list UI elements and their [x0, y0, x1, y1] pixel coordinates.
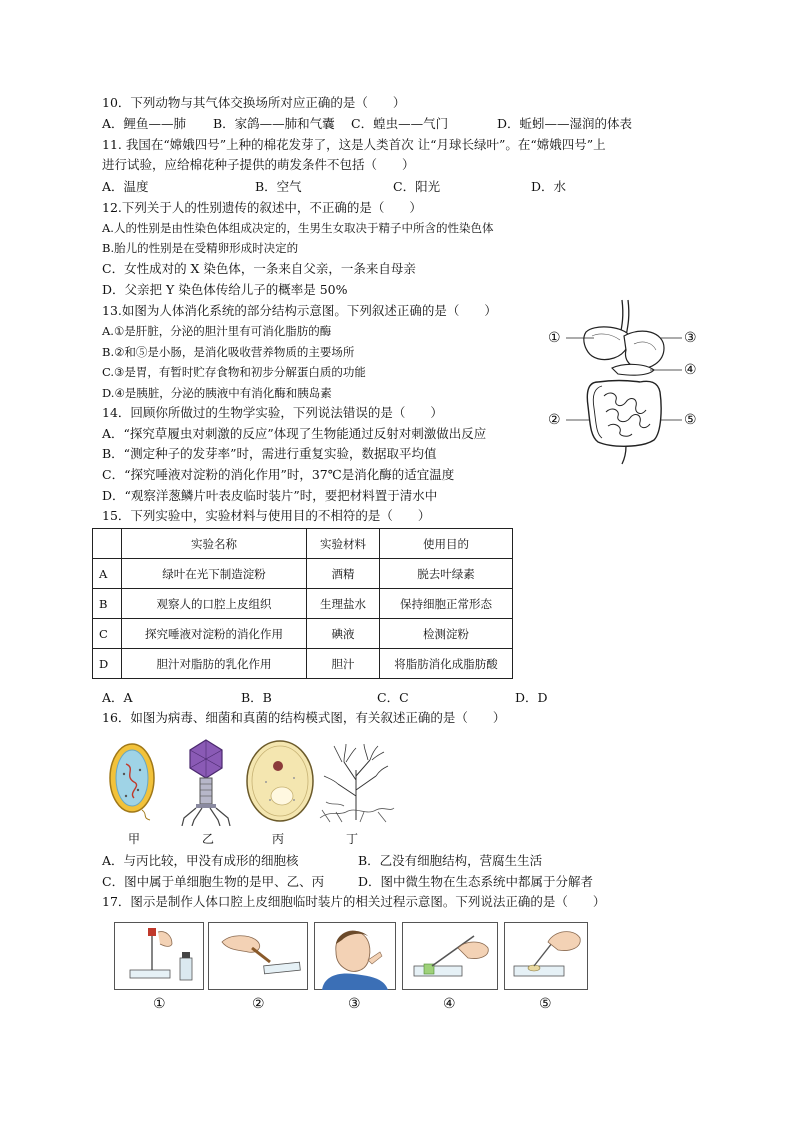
step-label-1: ① — [153, 996, 166, 1012]
q14-option-c: C．“探究唾液对淀粉的消化作用”时，37℃是消化酶的适宜温度 — [102, 467, 455, 482]
step-label-2: ② — [252, 996, 265, 1012]
table-cell: C — [93, 619, 122, 649]
q17-stem: 17．图示是制作人体口腔上皮细胞临时装片的相关过程示意图。下列说法正确的是（ ） — [102, 894, 606, 909]
q12-stem: 12.下列关于人的性别遗传的叙述中，不正确的是（ ） — [102, 200, 422, 215]
table-cell: 观察人的口腔上皮组织 — [122, 589, 307, 619]
q13-option-d: D.④是胰脏，分泌的胰液中有消化酶和胰岛素 — [102, 386, 332, 400]
table-cell: A — [93, 559, 122, 589]
yeast-cell-figure — [244, 738, 316, 824]
table-cell: 酒精 — [307, 559, 380, 589]
table-cell: D — [93, 649, 122, 679]
q14-option-b: B．“测定种子的发芽率”时，需进行重复实验，数据取平均值 — [102, 446, 437, 461]
q16-option-c: C．图中属于单细胞生物的是甲、乙、丙 — [102, 874, 325, 889]
table-row — [93, 559, 513, 589]
table-cell: 胆汁 — [307, 649, 380, 679]
q13-option-c: C.③是胃，有暂时贮存食物和初步分解蛋白质的功能 — [102, 365, 366, 379]
digestive-system-figure — [542, 296, 702, 466]
step-label-4: ④ — [443, 996, 456, 1012]
q15-option-a: A．A — [102, 690, 133, 705]
step-5-figure — [504, 922, 588, 990]
q12-option-c: C．女性成对的 X 染色体，一条来自父亲，一条来自母亲 — [102, 261, 416, 276]
step-1-figure — [114, 922, 204, 990]
digestive-label-3: ③ — [684, 330, 697, 346]
microbe-label-yi: 乙 — [202, 832, 215, 846]
q13-option-a: A.①是肝脏，分泌的胆汁里有可消化脂肪的酶 — [102, 324, 332, 338]
table-cell: 检测淀粉 — [380, 619, 513, 649]
q16-stem: 16．如图为病毒、细菌和真菌的结构模式图，有关叙述正确的是（ ） — [102, 710, 506, 725]
table-cell: 胆汁对脂肪的乳化作用 — [122, 649, 307, 679]
step-label-5: ⑤ — [539, 996, 552, 1012]
q10-stem: 10．下列动物与其气体交换场所对应正确的是（ ） — [102, 95, 406, 110]
digestive-label-1: ① — [548, 330, 561, 346]
q16-option-b: B．乙没有细胞结构，营腐生生活 — [358, 853, 543, 868]
q15-stem: 15．下列实验中，实验材料与使用目的不相符的是（ ） — [102, 508, 431, 523]
q13-option-b: B.②和⑤是小肠，是消化吸收营养物质的主要场所 — [102, 345, 355, 359]
table-header-name: 实验名称 — [122, 529, 307, 559]
q11-option-c: C．阳光 — [393, 179, 441, 194]
digestive-label-2: ② — [548, 412, 561, 428]
q16-option-a: A．与丙比较，甲没有成形的细胞核 — [102, 853, 299, 868]
experiment-table — [92, 528, 513, 679]
bacterium-figure — [102, 740, 162, 822]
q14-stem: 14．回顾你所做过的生物学实验，下列说法错误的是（ ） — [102, 405, 443, 420]
table-cell: 碘液 — [307, 619, 380, 649]
table-header-material: 实验材料 — [307, 529, 380, 559]
table-row — [93, 649, 513, 679]
q14-option-a: A．“探究草履虫对刺激的反应”体现了生物能通过反射对刺激做出反应 — [102, 426, 487, 441]
step-label-3: ③ — [348, 996, 361, 1012]
mold-figure — [316, 740, 396, 824]
table-row — [93, 589, 513, 619]
table-row — [93, 619, 513, 649]
table-cell: 绿叶在光下制造淀粉 — [122, 559, 307, 589]
q15-option-c: C．C — [377, 690, 409, 705]
q12-option-a: A.人的性别是由性染色体组成决定的，生男生女取决于精子中所含的性染色体 — [102, 221, 494, 235]
table-cell: 脱去叶绿素 — [380, 559, 513, 589]
microbe-label-bing: 丙 — [272, 832, 285, 846]
q11-option-d: D．水 — [531, 179, 567, 194]
microbe-label-ding: 丁 — [346, 832, 359, 846]
q11-option-b: B．空气 — [255, 179, 302, 194]
q12-option-b: B.胎儿的性别是在受精卵形成时决定的 — [102, 241, 299, 255]
table-header-purpose: 使用目的 — [380, 529, 513, 559]
q12-option-d: D．父亲把 Y 染色体传给儿子的概率是 50% — [102, 282, 348, 297]
table-cell: 保持细胞正常形态 — [380, 589, 513, 619]
table-cell: 生理盐水 — [307, 589, 380, 619]
q10-option-d: D．蚯蚓——湿润的体表 — [497, 116, 633, 131]
q11-option-a: A．温度 — [102, 179, 149, 194]
virus-figure — [178, 738, 234, 826]
q10-option-a: A．鲤鱼——肺 — [102, 116, 187, 131]
q10-option-b: B．家鸽——肺和气囊 — [213, 116, 335, 131]
q15-option-b: B．B — [241, 690, 272, 705]
q14-option-d: D．“观察洋葱鳞片叶表皮临时装片”时，要把材料置于清水中 — [102, 488, 438, 503]
step-2-figure — [208, 922, 308, 990]
table-header-key — [93, 529, 122, 559]
digestive-label-5: ⑤ — [684, 412, 697, 428]
step-3-figure — [314, 922, 396, 990]
digestive-label-4: ④ — [684, 362, 697, 378]
q13-stem: 13.如图为人体消化系统的部分结构示意图。下列叙述正确的是（ ） — [102, 303, 497, 318]
step-4-figure — [402, 922, 498, 990]
q15-option-d: D．D — [515, 690, 548, 705]
q11-stem-line1: 11. 我国在“嫦娥四号”上种的棉花发芽了，这是人类首次 让“月球长绿叶”。在“嫦娥四号”上 — [102, 137, 606, 152]
q16-option-d: D．图中微生物在生态系统中都属于分解者 — [358, 874, 594, 889]
q11-stem-line2: 进行试验，应给棉花种子提供的萌发条件不包括（ ） — [102, 157, 415, 172]
microbe-label-jia: 甲 — [128, 832, 141, 846]
table-cell: 将脂肪消化成脂肪酸 — [380, 649, 513, 679]
q10-option-c: C．蝗虫——气门 — [351, 116, 449, 131]
table-cell: B — [93, 589, 122, 619]
table-header-row — [93, 529, 513, 559]
table-cell: 探究唾液对淀粉的消化作用 — [122, 619, 307, 649]
